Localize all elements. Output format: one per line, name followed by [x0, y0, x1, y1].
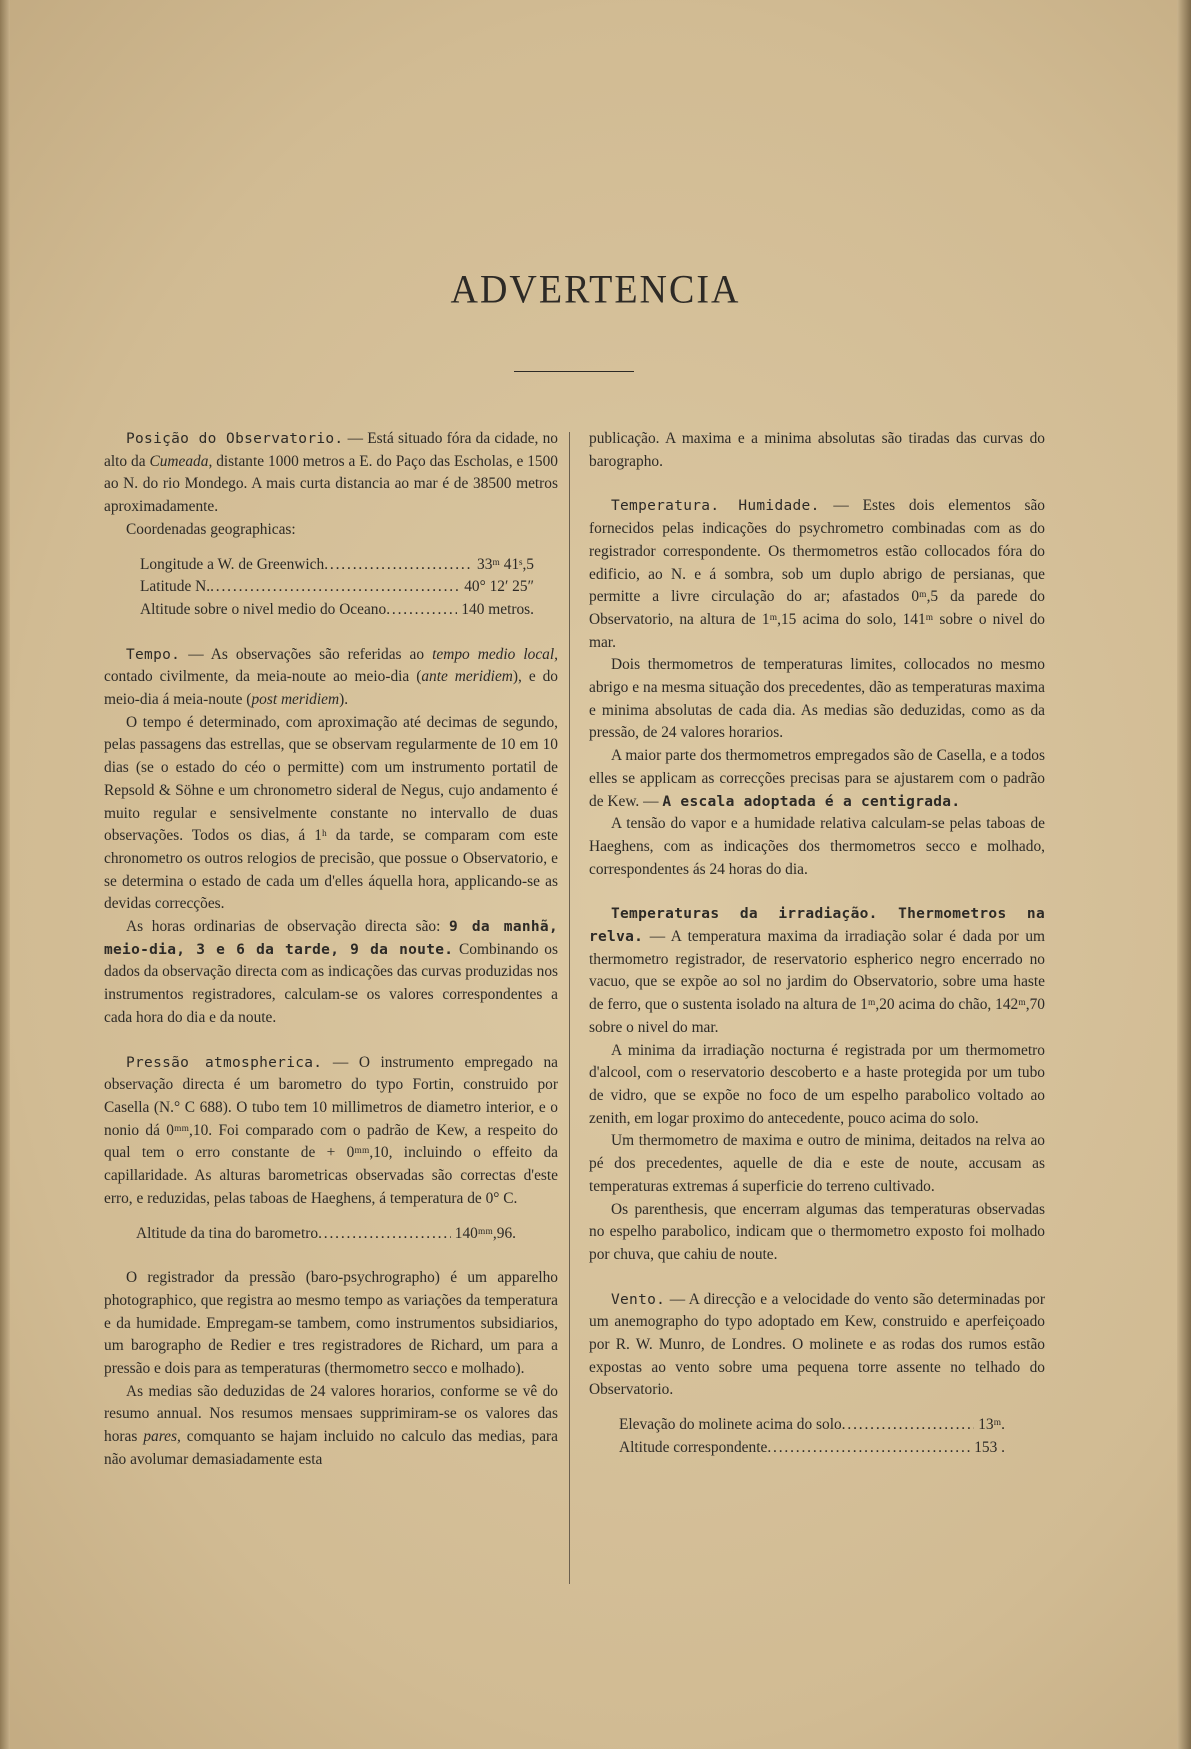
- posicao-text-1: — Está situado fóra da cidade, no alto da: [104, 430, 558, 470]
- page-right-edge: [1177, 0, 1191, 1749]
- tempo-italic-3: post meridiem: [251, 691, 340, 709]
- tempo-p3-text-2: Combinando os dados da observação directa com as indicações das curvas produzidas nos instrumentos registradores, calculam-se os valores correspondentes a cada hora do dia e da noute.: [104, 940, 558, 1026]
- coord-row-altitude: [104, 599, 534, 622]
- tempo-paragraph: [104, 644, 558, 712]
- irradiacao-paragraph-2: A minima da irradiação nocturna é registrada por um thermometro d'alcool, com o reservatorio descoberto e a haste protegida por um tubo de vidro, que se expõe no foco de um espelho parabolico voltado ao zenith, em logar proximo do antecedente, pouco acima do solo.: [589, 1041, 1045, 1127]
- vento-text: — A direcção e a velocidade do vento são determinadas por um anemographo do typo adoptado em Kew, construido e aperfeiçoado por R. W. Munro, de Londres. O molinete e as rodas dos rumos estão expostas ao vento sobre uma pequena torre assente no telhado do Observatorio.: [589, 1290, 1045, 1399]
- tempo-heading: Tempo.: [126, 646, 181, 663]
- tempo-paragraph-3: [104, 916, 558, 1030]
- irradiacao-paragraph-3: Um thermometro de maxima e outro de minima, deitados na relva ao pé dos precedentes, aquelle de dia e este de noute, accusam as temperaturas extremas á superficie do terreno cultivado.: [589, 1132, 1045, 1195]
- pressao-paragraph-2: O registrador da pressão (baro-psychrographo) é um apparelho photographico, que registra ao mesmo tempo as variações da temperatura e da humidade. Empregam-se tambem, como instrumentos subsidiarios, um barographo de Redier e tres registradores de Richard, um para a pressão e dois para as temperaturas (thermometro secco e molhado).: [104, 1269, 558, 1378]
- posicao-text-2: distante 1000 metros a E. do Paço das Escholas, e 1500 ao N. do rio Mondego. A mais curta distancia ao mar é de 38500 metros aproximadamente.: [104, 452, 559, 516]
- irradiacao-text: — A temperatura maxima da irradiação solar é dada por um thermometro registrador, de reservatorio espherico negro encerrado no vacuo, que se expõe ao sol no jardim do Observatorio, sobre uma haste de ferro, que o sustenta isolado na altura de 1ᵐ,20 acima do chão, 142ᵐ,70 sobre o nivel do mar.: [589, 928, 1045, 1036]
- irradiacao-paragraph: [589, 903, 1045, 1039]
- tina-row: [104, 1223, 516, 1246]
- tina-value: 140ᵐᵐ,96.: [454, 1224, 516, 1242]
- coord-row-latitude: [104, 576, 534, 599]
- pressao-p3-text-2: comquanto se hajam incluido no calculo das medias, para não avolumar demasiadamente esta: [104, 1428, 558, 1468]
- pressao-p3-italic: pares,: [143, 1428, 181, 1446]
- continuation-paragraph: publicação. A maxima e a minima absolutas são tiradas das curvas do barographo.: [589, 430, 1045, 470]
- temperatura-paragraph-4: A tensão do vapor e a humidade relativa calculam-se pelas taboas de Haeghens, com as indicações dos thermometros secco e molhado, correspondentes ás 24 horas do dia.: [589, 815, 1045, 878]
- cumeada-italic: Cumeada,: [149, 452, 213, 470]
- vento-heading: Vento.: [611, 1291, 666, 1308]
- temperatura-paragraph: [589, 495, 1045, 654]
- vento-paragraph: [589, 1289, 1045, 1403]
- pressao-text: — O instrumento empregado na observação directa é um barometro do typo Fortin, construido por Casella (N.° C 688). O tubo tem 10 millimetros de diametro interior, e o nonio dá 0ᵐᵐ,10. Foi comparado com o padrão de Kew, a respeito do qual tem o erro constante de + 0ᵐᵐ,10, incluindo o effeito da capillaridade. As alturas barometricas observadas são correctas d'este erro, e reduzidas, pelas taboas de Haeghens, á temperatura de 0° C.: [104, 1053, 558, 1207]
- tempo-p3-text-1: As horas ordinarias de observação directa são:: [126, 918, 450, 936]
- tempo-text-3: ), e do meio-dia á meia-noute (: [104, 668, 558, 709]
- title-rule: [514, 371, 634, 372]
- coord-label: Altitude sobre o nivel medio do Oceano: [140, 600, 387, 618]
- coords-intro: Coordenadas geographicas:: [126, 520, 296, 538]
- coord-value: 33ᵐ 41ˢ,5: [477, 555, 534, 573]
- temperatura-text: — Estes dois elementos são fornecidos pelas indicações do psychrometro combinadas com as do registrador correspondente. Os thermometros estão collocados fóra do edificio, ao N. e á sombra, sob um duplo abrigo de persianas, que permitte a livre circulação do ar; afastados 0ᵐ,5 da parede do Observatorio, na altura de 1ᵐ,15 acima do solo, 141ᵐ sobre o nivel do mar.: [589, 497, 1046, 651]
- posicao-paragraph: [104, 428, 558, 519]
- left-column: [104, 428, 558, 1472]
- pressao-paragraph: [104, 1052, 558, 1211]
- vento-row-label: Elevação do molinete acima do solo: [619, 1416, 842, 1434]
- coord-row-longitude: [104, 554, 534, 577]
- page-title: ADVERTENCIA: [450, 267, 741, 313]
- tempo-text-2: contado civilmente, da meia-noute ao meio-dia (: [104, 668, 422, 686]
- vento-row-value: 13ᵐ.: [978, 1416, 1005, 1434]
- tina-label: Altitude da tina do barometro: [136, 1224, 319, 1242]
- irradiacao-paragraph-4: Os parenthesis, que encerram algumas das temperaturas observadas no espelho parabolico, indicam que o thermometro exposto foi molhado por chuva, que cahiu de noute.: [589, 1200, 1045, 1263]
- right-column: [589, 428, 1045, 1460]
- column-divider: [569, 432, 570, 1584]
- vento-row-elevacao: [589, 1414, 1005, 1437]
- coord-value: 140 metros.: [461, 600, 534, 618]
- coord-value: 40° 12′ 25″: [464, 578, 534, 596]
- temperatura-paragraph-2: Dois thermometros de temperaturas limites, collocados no mesmo abrigo e na mesma situação dos precedentes, dão as temperaturas maxima e minima absolutas de cada dia. As medias são deduzidas, como as da pressão, de 24 valores horarios.: [589, 656, 1045, 742]
- pressao-heading: Pressão atmospherica.: [126, 1054, 323, 1071]
- tempo-paragraph-2: O tempo é determinado, com aproximação até decimas de segundo, pelas passagens das estrellas, que se observam regularmente de 10 em 10 dias (se o estado do céo o permitte) com um instrumento portatil de Repsold & Söhne e um chronometro sideral de Negus, cujo andamento é muito regular e sensivelmente constante no intervallo de duas observações. Todos os dias, á 1ʰ da tarde, se comparam com este chronometro os outros relogios de precisão, que possue o Observatorio, e se determina o estado de cada um d'elles áquella hora, applicando-se as devidas correcções.: [104, 713, 558, 913]
- tempo-text-1: — As observações são referidas ao: [180, 645, 433, 663]
- tempo-italic-1: tempo medio local,: [432, 645, 558, 663]
- coord-label: Latitude N.: [140, 578, 211, 596]
- vento-row-label: Altitude correspondente: [619, 1438, 768, 1456]
- coord-label: Longitude a W. de Greenwich: [140, 555, 325, 573]
- pressao-paragraph-3: [104, 1381, 558, 1472]
- pressao-p3-text-1: As medias são deduzidas de 24 valores horarios, conforme se vê do resumo annual. Nos resumos mensaes supprimiram-se os valores das horas: [104, 1382, 558, 1446]
- tempo-text-4: ).: [339, 691, 349, 709]
- posicao-heading: Posição do Observatorio.: [126, 431, 344, 447]
- vento-row-altitude: [589, 1437, 1005, 1460]
- vento-row-value: 153 .: [974, 1438, 1005, 1456]
- tempo-p3-bold: 9 da manhã, meio-dia, 3 e 6 da tarde, 9 da noute.: [104, 919, 558, 958]
- temperatura-paragraph-3: [589, 745, 1045, 813]
- temperatura-p3-bold: A escala adoptada é a centigrada.: [662, 793, 961, 810]
- temperatura-p3-text: A maior parte dos thermometros empregados são de Casella, e a todos elles se applicam as correcções precisas para se ajustarem com o padrão de Kew. —: [589, 747, 1045, 810]
- tempo-italic-2: ante meridiem: [421, 668, 513, 686]
- irradiacao-heading: Temperaturas da irradiação. Thermometros na relva.: [589, 906, 1045, 946]
- page-left-edge: [0, 0, 10, 1749]
- temperatura-heading: Temperatura. Humidade.: [611, 498, 820, 515]
